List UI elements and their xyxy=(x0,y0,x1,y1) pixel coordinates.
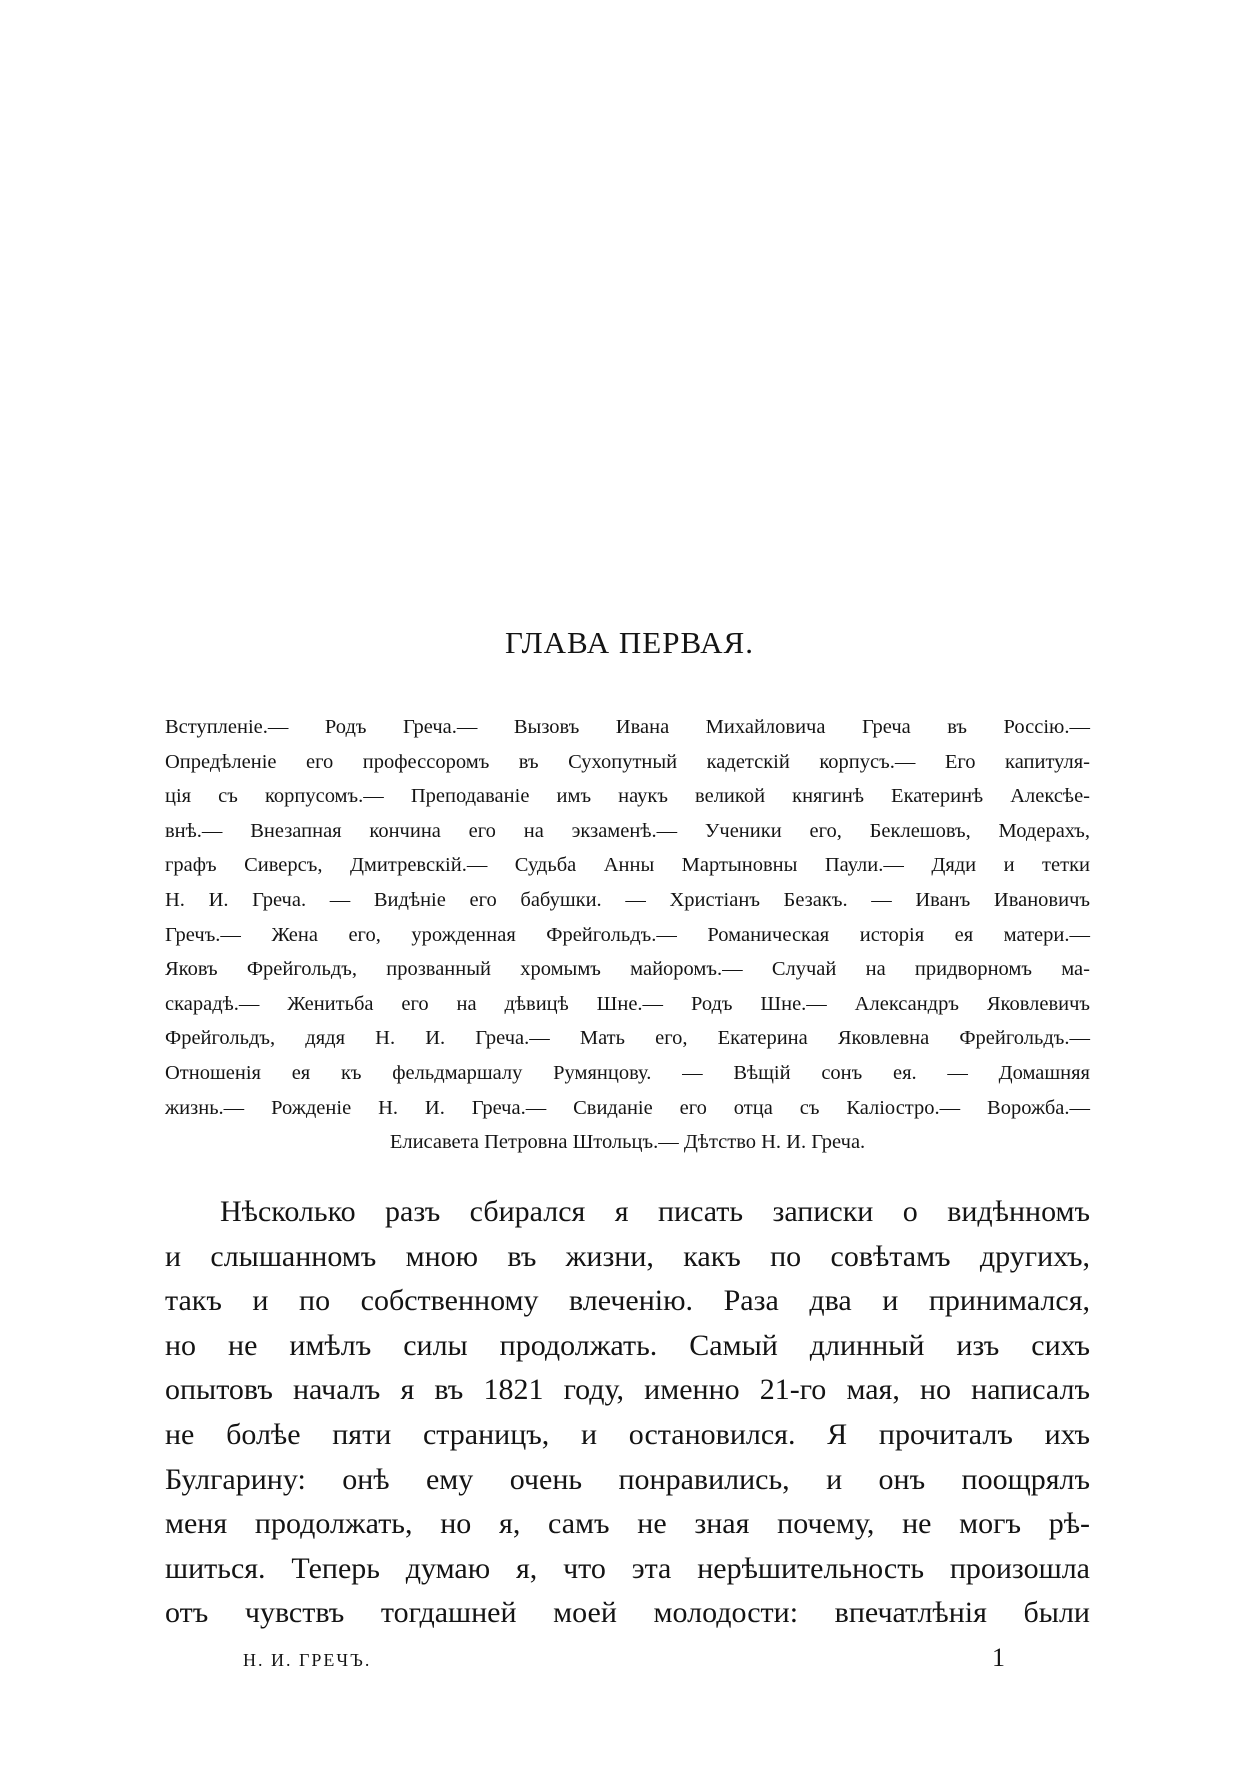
body-line: не болѣе пяти страницъ, и остановился. Я прочиталъ ихъ xyxy=(165,1417,1090,1451)
footer-author-signature: Н. И. ГРЕЧЪ. xyxy=(243,1650,372,1670)
summary-line: Яковъ Фрейгольдъ, прозванный хромымъ майоромъ.— Случай на придворномъ ма- xyxy=(165,958,1090,981)
summary-line: Отношенія ея къ фельдмаршалу Румянцову. — Вѣщій сонъ ея. — Домашняя xyxy=(165,1061,1090,1084)
summary-line: Фрейгольдъ, дядя Н. И. Греча.— Мать его, Екатерина Яковлевна Фрейгольдъ.— xyxy=(165,1027,1090,1050)
body-line: Нѣсколько разъ сбирался я писать записки о видѣнномъ xyxy=(220,1195,1090,1228)
summary-line: внѣ.— Внезапная кончина его на экзаменѣ.— Ученики его, Беклешовъ, Модерахъ, xyxy=(165,819,1090,842)
body-line: опытовъ началъ я въ 1821 году, именно 21-го мая, но написалъ xyxy=(165,1373,1090,1407)
summary-line: Опредѣленіе его профессоромъ въ Сухопутный кадетскій корпусъ.— Его капитуля- xyxy=(165,750,1090,773)
body-line: Булгарину: онѣ ему очень понравились, и онъ поощрялъ xyxy=(165,1462,1090,1496)
body-line: меня продолжать, но я, самъ не зная почему, не могъ рѣ- xyxy=(165,1507,1090,1541)
chapter-summary xyxy=(165,710,1090,1160)
summary-line: графъ Сиверсъ, Дмитревскій.— Судьба Анны Мартыновны Паули.— Дяди и тетки xyxy=(165,854,1090,877)
summary-line: ція съ корпусомъ.— Преподаваніе имъ наукъ великой княгинѣ Екатеринѣ Алексѣе- xyxy=(165,785,1090,808)
summary-line: Вступленіе.— Родъ Греча.— Вызовъ Ивана Михайловича Греча въ Россію.— xyxy=(165,716,1090,738)
footer-signature-number: 1 xyxy=(992,1643,1005,1672)
summary-line: скарадѣ.— Женитьба его на дѣвицѣ Шне.— Родъ Шне.— Александръ Яковлевичъ xyxy=(165,992,1090,1015)
body-line: шиться. Теперь думаю я, что эта нерѣшительность произошла xyxy=(165,1551,1090,1585)
chapter-title: ГЛАВА ПЕРВАЯ. xyxy=(505,625,754,660)
summary-line: Н. И. Греча. — Видѣніе его бабушки. — Христіанъ Безакъ. — Иванъ Ивановичъ xyxy=(165,888,1090,911)
body-line: такъ и по собственному влеченію. Раза два и принимался, xyxy=(165,1284,1090,1318)
body-paragraph xyxy=(165,1190,1090,1636)
body-line: но не имѣлъ силы продолжать. Самый длинный изъ сихъ xyxy=(165,1328,1090,1362)
summary-line: Елисавета Петровна Штольцъ.— Дѣтство Н. И. Греча. xyxy=(389,1131,866,1154)
body-line: и слышанномъ мною въ жизни, какъ по совѣтамъ другихъ, xyxy=(165,1239,1090,1273)
body-line: отъ чувствъ тогдашней моей молодости: впечатлѣнія были xyxy=(165,1596,1090,1630)
summary-line: жизнь.— Рожденіе Н. И. Греча.— Свиданіе его отца съ Каліостро.— Ворожба.— xyxy=(165,1096,1090,1119)
summary-line: Гречъ.— Жена его, урожденная Фрейгольдъ.— Романическая исторія ея матери.— xyxy=(165,923,1090,946)
